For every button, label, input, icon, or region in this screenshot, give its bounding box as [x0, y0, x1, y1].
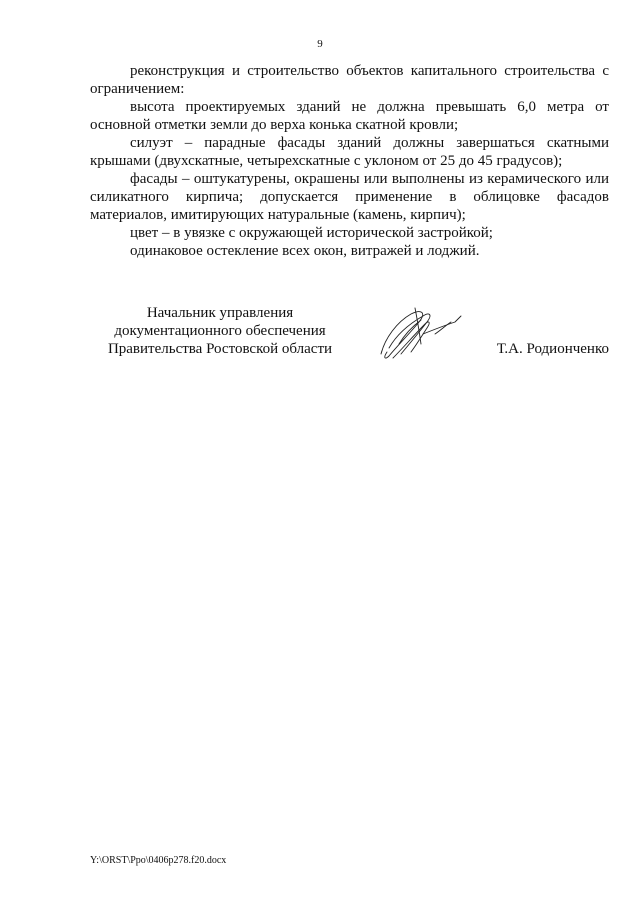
signature-block	[90, 304, 609, 364]
signer-name: Т.А. Родионченко	[496, 341, 609, 357]
paragraph-color: цвет – в увязке с окружающей исторической застройкой;	[130, 225, 493, 241]
position-title	[90, 304, 350, 358]
position-line: Правительства Ростовской области	[107, 341, 333, 357]
paragraph-reconstruction: реконструкция и строительство объектов капитального строительства с ограничением:	[90, 63, 609, 97]
paragraph-height-limit: высота проектируемых зданий не должна превышать 6,0 метра от основной отметки земли до верха конька скатной кровли;	[90, 99, 609, 133]
paragraph-facades: фасады – оштукатурены, окрашены или выполнены из керамического или силикатного кирпича; допускается применение в облицовке фасадов материалов, имитирующих натуральные (камень, кирпич);	[90, 171, 609, 223]
paragraph-silhouette: силуэт – парадные фасады зданий должны завершаться скатными крышами (двухскатные, четырехскатные с уклоном от 25 до 45 градусов);	[90, 135, 609, 169]
page-number: 9	[317, 38, 323, 50]
position-line: Начальник управления	[146, 305, 294, 321]
body-text	[90, 62, 609, 260]
file-path: Y:\ORST\Ppo\0406p278.f20.docx	[90, 855, 227, 866]
position-line: документационного обеспечения	[114, 323, 326, 339]
paragraph-glazing: одинаковое остекление всех окон, витражей и лоджий.	[130, 243, 480, 259]
handwritten-signature	[375, 304, 465, 364]
